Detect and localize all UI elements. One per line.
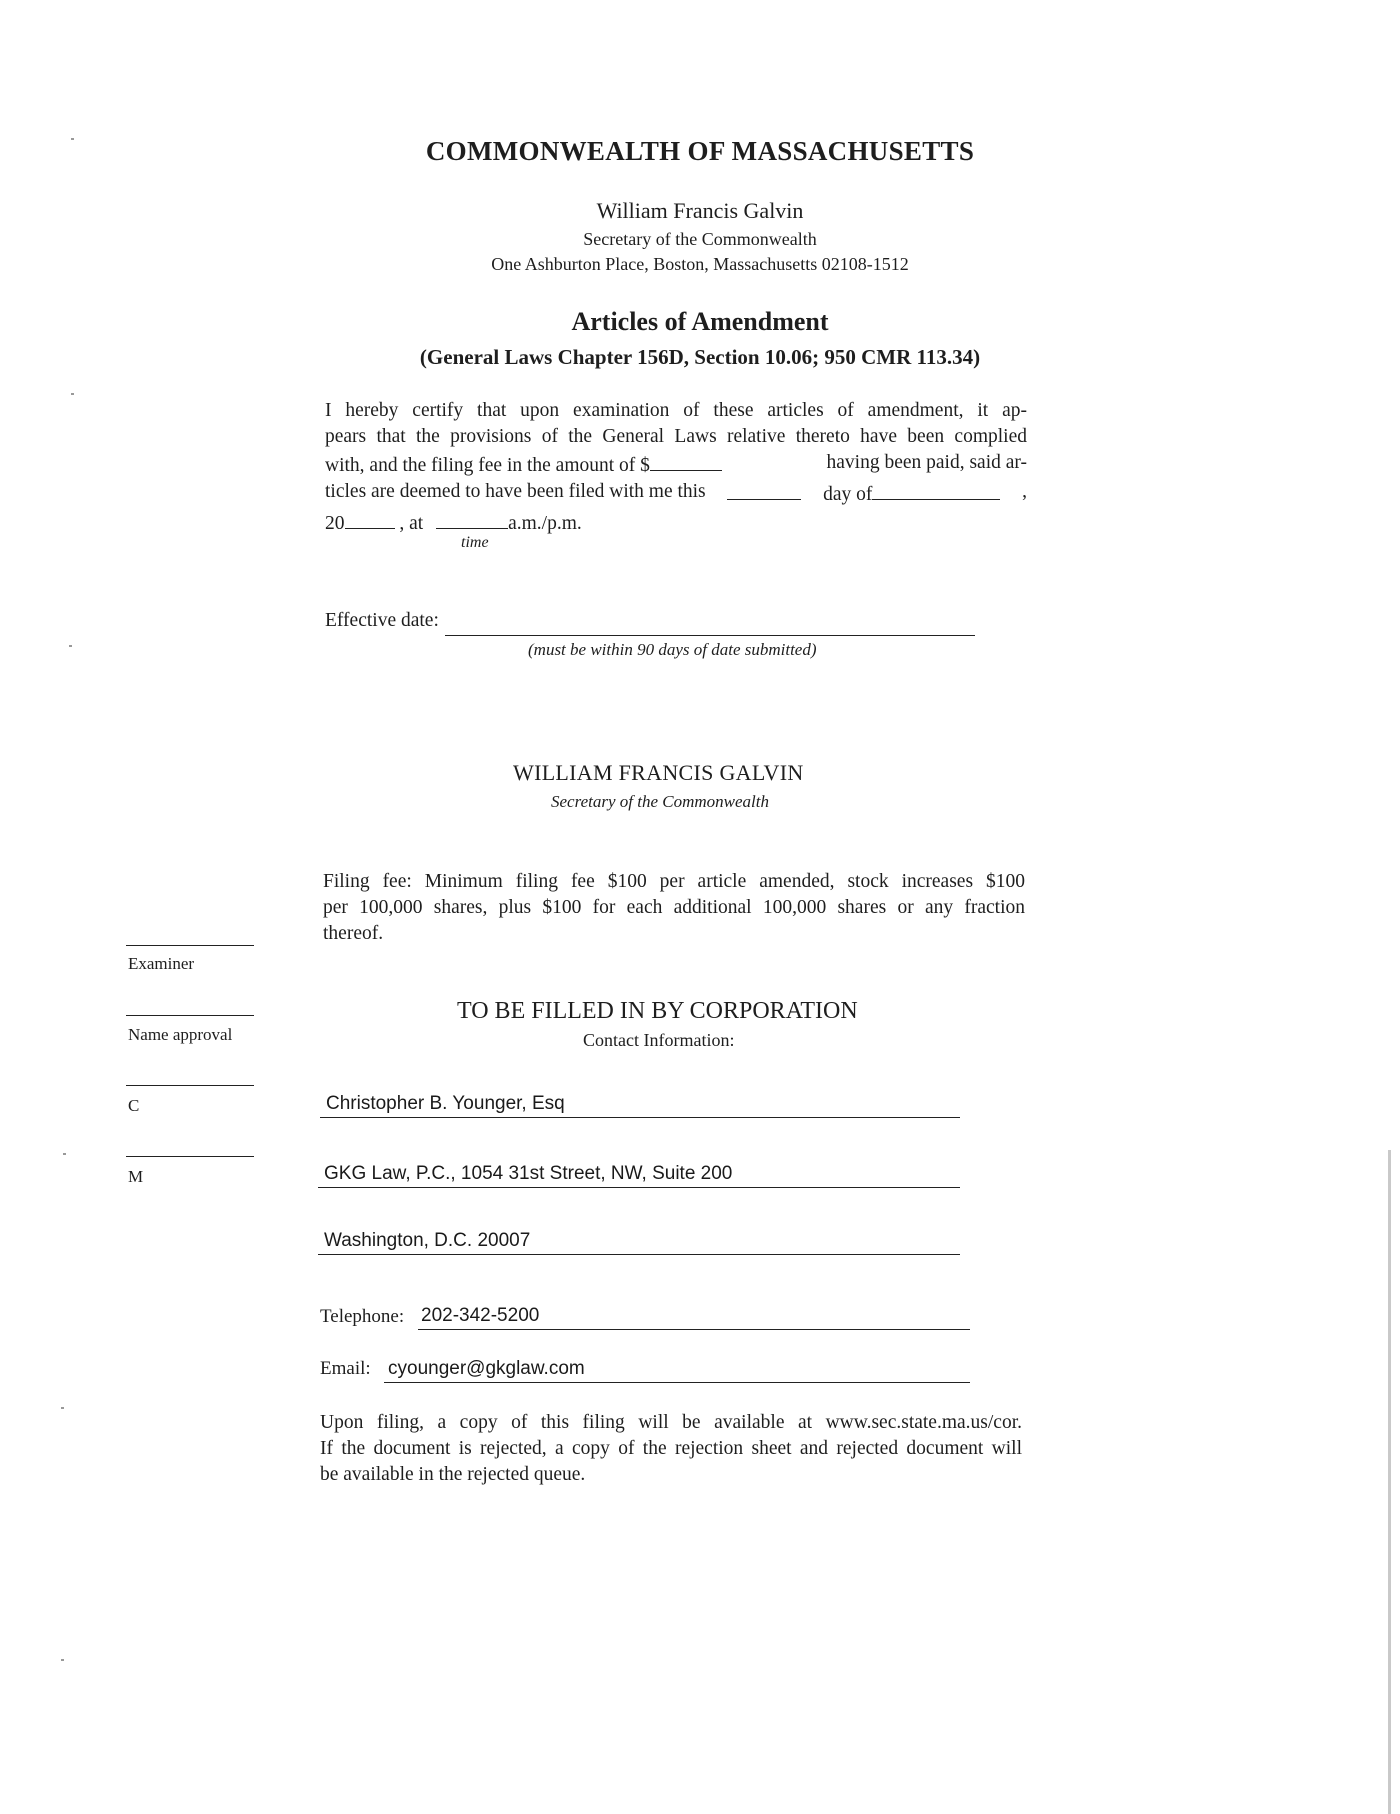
secretary-title: Secretary of the Commonwealth <box>583 229 817 249</box>
scan-speck <box>71 138 74 140</box>
name-approval-line[interactable] <box>126 1015 254 1016</box>
document-subtitle: (General Laws Chapter 156D, Section 10.06; 950 CMR 113.34) <box>419 345 981 369</box>
time-blank[interactable] <box>436 508 508 529</box>
certification-paragraph <box>325 398 1027 537</box>
signature-title: Secretary of the Commonwealth <box>551 792 769 811</box>
scan-edge-shadow <box>1388 1150 1391 1814</box>
examiner-line[interactable] <box>126 945 254 946</box>
address-line2-value: Washington, D.C. 20007 <box>324 1230 531 1251</box>
email-label: Email: <box>320 1358 371 1379</box>
effective-date-field[interactable] <box>445 610 975 636</box>
ampm-text: a.m./p.m. <box>508 513 582 534</box>
office-address: One Ashburton Place, Boston, Massachusetts 02108-1512 <box>491 254 909 274</box>
year-prefix: 20 <box>325 513 345 534</box>
c-line[interactable] <box>126 1085 254 1086</box>
m-label: M <box>128 1167 144 1186</box>
filing-fee-line: Filing fee: Minimum filing fee $100 per article amended, stock increases $100 <box>323 871 1025 892</box>
time-label: time <box>461 534 489 551</box>
fee-amount-label: with, and the filing fee in the amount of $ <box>325 455 650 476</box>
certification-line: I hereby certify that upon examination of these articles of amendment, it ap- <box>325 400 1027 421</box>
email-value: cyounger@gkglaw.com <box>388 1358 585 1379</box>
scan-speck <box>61 1659 64 1661</box>
secretary-name: William Francis Galvin <box>596 198 804 223</box>
scan-speck <box>63 1153 66 1155</box>
telephone-field[interactable] <box>418 1302 970 1330</box>
corporation-subheading: Contact Information: <box>583 1030 735 1050</box>
certification-line: pears that the provisions of the General Laws relative thereto have been complied <box>325 426 1027 447</box>
c-label: C <box>128 1096 140 1115</box>
examiner-label: Examiner <box>128 954 195 973</box>
filing-fee-line: thereof. <box>323 923 384 944</box>
month-blank[interactable] <box>872 479 1000 500</box>
name-approval-label: Name approval <box>128 1025 233 1044</box>
effective-date-label: Effective date: <box>325 610 439 631</box>
signature-name: WILLIAM FRANCIS GALVIN <box>513 760 804 785</box>
comma-text: , <box>1022 481 1027 502</box>
corporation-heading: TO BE FILLED IN BY CORPORATION <box>457 998 858 1024</box>
scan-speck <box>71 393 74 395</box>
day-of-text: day of <box>823 484 873 505</box>
certification-line <box>325 450 1027 479</box>
telephone-label: Telephone: <box>320 1306 405 1327</box>
effective-date-note: (must be within 90 days of date submitted) <box>528 640 817 659</box>
fee-paid-text: having been paid, said ar- <box>826 452 1027 473</box>
filing-fee-paragraph <box>323 869 1025 947</box>
year-blank[interactable] <box>345 508 395 529</box>
contact-name-value: Christopher B. Younger, Esq <box>326 1093 565 1114</box>
at-text: , at <box>399 513 424 534</box>
footer-line: be available in the rejected queue. <box>320 1464 586 1485</box>
fee-amount-blank[interactable] <box>650 450 722 471</box>
scan-speck <box>61 1407 64 1409</box>
telephone-value: 202-342-5200 <box>421 1305 540 1326</box>
certification-line <box>325 508 1027 537</box>
commonwealth-heading: COMMONWEALTH OF MASSACHUSETTS <box>425 136 975 166</box>
address-line2-field[interactable] <box>318 1226 960 1255</box>
scan-speck <box>69 645 72 647</box>
certification-line <box>325 479 1027 508</box>
m-line[interactable] <box>126 1156 254 1157</box>
day-blank[interactable] <box>727 479 801 500</box>
document-title: Articles of Amendment <box>571 307 829 336</box>
footer-paragraph <box>320 1410 1022 1488</box>
address-line1-value: GKG Law, P.C., 1054 31st Street, NW, Suite 200 <box>324 1163 733 1184</box>
filing-fee-line: per 100,000 shares, plus $100 for each additional 100,000 shares or any fraction <box>323 897 1025 918</box>
filed-text: ticles are deemed to have been filed with me this <box>325 481 706 502</box>
contact-name-field[interactable] <box>320 1088 960 1118</box>
footer-line: Upon filing, a copy of this filing will be available at www.sec.state.ma.us/cor. <box>320 1412 1022 1433</box>
email-field[interactable] <box>384 1356 970 1383</box>
address-line1-field[interactable] <box>318 1160 960 1188</box>
footer-line: If the document is rejected, a copy of the rejection sheet and rejected document will <box>320 1438 1022 1459</box>
